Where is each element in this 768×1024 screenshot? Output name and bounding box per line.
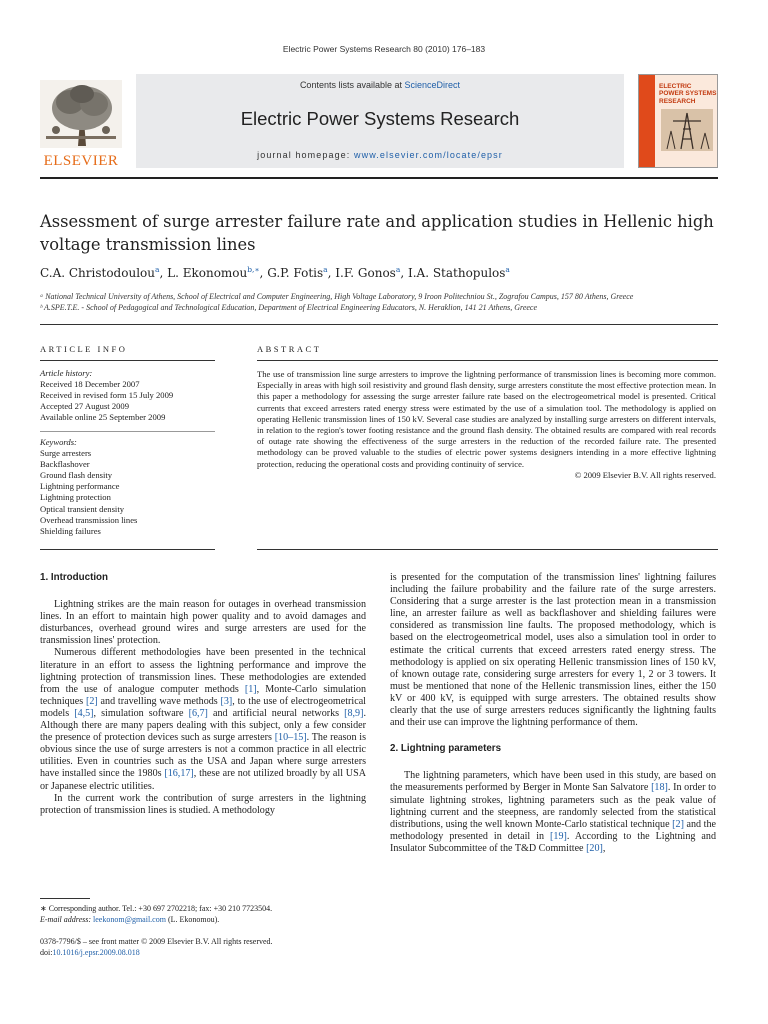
journal-homepage — [136, 150, 624, 160]
abstract-copyright: © 2009 Elsevier B.V. All rights reserved. — [574, 469, 716, 480]
history-heading: Article history: — [40, 368, 93, 378]
citation-ref[interactable]: [19] — [550, 830, 567, 842]
intro-continued-paragraph: is presented for the computation of the transmission lines' lightning failures including the failure probability and the failure rate of the surge arresters. Considering that a surge arrester is the last protection mean in a transmission line, an arrester failure as well as backflashover and shielding failures were considered as transmission line faults. The proposed methodology, which is based on the electrogeometrical model, uses also a simulation tool in order to estimate the critical currents that exceed arresters rated energy stress. The methodology is applied on six operating Hellenic transmission lines of 150 kV, of known outage rate, considering surge arresters for every 1, 2 or 3 towers. It must be mentioned that none of the Hellenic transmission lines, either the 150 kV or 400 kV, is equipped with surge arresters. The obtained results show clearly that the use of surge arresters reduces significantly the lightning faults and their use can improve the lightning performance of them. — [390, 572, 716, 729]
author-name[interactable]: I.F. Gonos — [335, 266, 396, 280]
citation-ref[interactable]: [2] — [85, 695, 98, 707]
doi-link[interactable]: 10.1016/j.epsr.2009.08.018 — [52, 947, 140, 957]
author-name[interactable]: G.P. Fotis — [267, 266, 324, 280]
lightning-parameters-paragraph: The lightning parameters, which have been used in this study, are based on the measurements performed by Berger in Monte San Salvatore [18]. In order to simulate lightning strokes, lightning parameters such as the peak value of lightning current and the steepness, are randomly selected from the statistical distributions, using the well known Monte-Carlo statistical technique [2] and the methodology presented in detail in [19]. According to the Lightning and Insulator Subcommittee of the T&D Committee [20], — [390, 770, 717, 854]
keyword-item: Optical transient density — [40, 503, 125, 514]
citation-ref[interactable]: [1] — [244, 683, 257, 695]
citation-ref[interactable]: [6,7] — [188, 707, 208, 719]
journal-cover-thumbnail[interactable] — [638, 74, 718, 168]
journal-header — [40, 74, 718, 174]
keyword-item: Lightning performance — [40, 481, 120, 492]
affiliation-divider — [40, 324, 718, 325]
affiliation-b: ᵇ A.SPE.T.E. - School of Pedagogical and Technological Education, Department of Electrical Engineering Educators, N. Heraklion, 141 21 Athens, Greece — [40, 303, 538, 312]
introduction-heading: 1. Introduction — [40, 572, 109, 583]
journal-citation: Electric Power Systems Research 80 (2010) 176–183 — [282, 44, 486, 54]
intro-paragraph: Lightning strikes are the main reason for outages in overhead transmission lines. In an effort to maintain high power quality and to avoid damages and disturbances, overhead ground wires and surge arresters are used for the transmission lines' protection. — [40, 599, 366, 647]
email-line: E-mail address: leekonom@gmail.com (L. Ekonomou). — [40, 914, 220, 924]
header-divider — [40, 177, 718, 179]
author-affil-mark[interactable]: a — [154, 265, 160, 274]
keyword-item: Lightning protection — [40, 492, 111, 503]
left-column — [40, 572, 366, 817]
homepage-link[interactable]: www.elsevier.com/locate/epsr — [354, 150, 503, 160]
corresponding-author-note — [40, 904, 370, 925]
cover-title: ELECTRIC POWER SYSTEMS RESEARCH — [659, 83, 717, 105]
corresponding-author-text: ∗ Corresponding author. Tel.: +30 697 2702218; fax: +30 210 7723504. — [40, 904, 273, 913]
citation-ref[interactable]: [20] — [586, 842, 603, 854]
sciencedirect-link[interactable]: ScienceDirect — [404, 80, 461, 90]
elsevier-tree-icon — [40, 80, 122, 148]
contents-prefix: Contents lists available at — [299, 80, 402, 90]
history-item: Accepted 27 August 2009 — [40, 401, 130, 412]
citation-ref[interactable]: [10–15] — [274, 732, 307, 744]
history-item: Available online 25 September 2009 — [40, 412, 166, 423]
author-list: C.A. Christodoulou$^a$, L. Ekonomou$^{b,∗}$, G.P. Fotis$^a$, I.F. Gonos$^a$, I.A. Stathopulos$^a$ — [40, 265, 510, 280]
journal-title: Electric Power Systems Research — [240, 108, 520, 129]
publication-info — [40, 937, 370, 958]
article-title: Assessment of surge arrester failure rate and application studies in Hellenic high voltage transmission lines — [40, 212, 714, 254]
power-tower-icon — [661, 109, 713, 151]
doi-line: doi:10.1016/j.epsr.2009.08.018 — [40, 947, 140, 957]
history-rule — [40, 431, 215, 432]
article-info-bottom-rule — [40, 549, 215, 550]
author-name[interactable]: C.A. Christodoulou — [40, 266, 155, 280]
keyword-item: Shielding failures — [40, 525, 101, 536]
citation-ref[interactable]: [2] — [672, 818, 684, 830]
affiliation-a: ᵃ National Technical University of Athens, School of Electrical and Computer Engineering, High Voltage Laboratory, 9 Iroon Politechniou St., Zografou Campus, 157 80 Athens, Greece — [40, 292, 634, 301]
email-link[interactable]: leekonom@gmail.com — [93, 914, 166, 924]
intro-paragraph: Numerous different methodologies have been presented in the technical literature in an effort to assess the lightning performance and improve the lightning protection of transmission lines. These methodologies are extended from the use of analogue computer methods [1], Monte-Carlo simulation techniques [2] and travelling wave methods [3], to the use of electrogeometrical models [4,5], simulation software [6,7] and artificial neural networks [8,9]. Although there are many papers dealing with this subject, only a few consider the presence of protection devices such as surge arresters [10–15]. The reason is obvious since the use of surge arresters is not a common practice in all electric utilities. Even in countries such as the USA and Japan where surge arresters have installed since the 1980s [16,17], these are not utilized broadly by all USA or Japanese electric utilities. — [40, 647, 367, 792]
homepage-prefix: journal homepage: — [257, 150, 351, 160]
article-info-rule — [40, 360, 215, 361]
history-item: Received 18 December 2007 — [40, 379, 140, 390]
contents-line — [136, 80, 624, 90]
lightning-parameters-heading: 2. Lightning parameters — [390, 743, 502, 755]
author-affil-mark[interactable]: b,∗ — [247, 265, 260, 274]
keyword-item: Surge arresters — [40, 448, 92, 459]
author-affil-mark[interactable]: a — [395, 265, 401, 274]
abstract-text: The use of transmission line surge arresters to improve the lightning performance of transmission lines is becoming more common. Especially in areas with high soil resistivity and ground flash density, surge arresters constitute the most effective protection mean. In this paper a methodology for assessing the surge arrester failure rate based on the electrogeometrical model is presented. Critical currents that exceed arresters rated energy stress were estimated by the use of a simulation tool. The methodology is applied on operating Hellenic transmission lines of 150 kV. Several case studies are analyzed by installing surge arresters on different intervals, in relation to the region's tower footing resistance and the ground flash density. The obtained results are compared with real records of outage rate showing the effectiveness of the surge arresters in the reduction of the recorded failure rate. The presented methodology can be proved valuable to the studies of electric power systems designers intending in a more effective lightning protection, reducing the operational costs and providing continuity of service. — [257, 369, 716, 469]
citation-ref[interactable]: [16,17] — [164, 768, 194, 780]
abstract-label: ABSTRACT — [257, 344, 322, 354]
elsevier-logo[interactable] — [40, 80, 122, 170]
journal-banner — [136, 74, 624, 168]
citation-ref[interactable]: [18] — [651, 782, 668, 794]
footnote-rule — [40, 898, 90, 899]
keywords-heading: Keywords: — [40, 437, 77, 447]
author-affil-mark[interactable]: a — [505, 265, 510, 274]
publisher-logo-text: ELSEVIER — [43, 153, 119, 169]
abstract-body — [257, 369, 716, 481]
keyword-item: Ground flash density — [40, 470, 113, 481]
keyword-item: Overhead transmission lines — [40, 514, 138, 525]
keyword-item: Backflashover — [40, 459, 90, 470]
issn-line: 0378-7796/$ – see front matter © 2009 Elsevier B.V. All rights reserved. — [40, 937, 273, 946]
intro-paragraph: In the current work the contribution of surge arresters in the lightning protection of transmission lines is studied. A methodology — [40, 792, 366, 816]
citation-ref[interactable]: [8,9] — [344, 707, 364, 719]
keywords — [40, 437, 215, 537]
history-item: Received in revised form 15 July 2009 — [40, 390, 174, 401]
right-column — [390, 572, 716, 855]
citation-ref[interactable]: [3] — [220, 695, 233, 707]
author-name[interactable]: I.A. Stathopulos — [407, 266, 506, 280]
cover-stripe — [639, 75, 655, 168]
article-history — [40, 368, 215, 423]
citation-ref[interactable]: [4,5] — [74, 707, 94, 719]
abstract-rule — [257, 360, 718, 361]
article-info-label: ARTICLE INFO — [40, 344, 128, 354]
author-affil-mark[interactable]: a — [323, 265, 328, 274]
author-name[interactable]: L. Ekonomou — [167, 266, 248, 280]
abstract-bottom-rule — [257, 549, 718, 550]
